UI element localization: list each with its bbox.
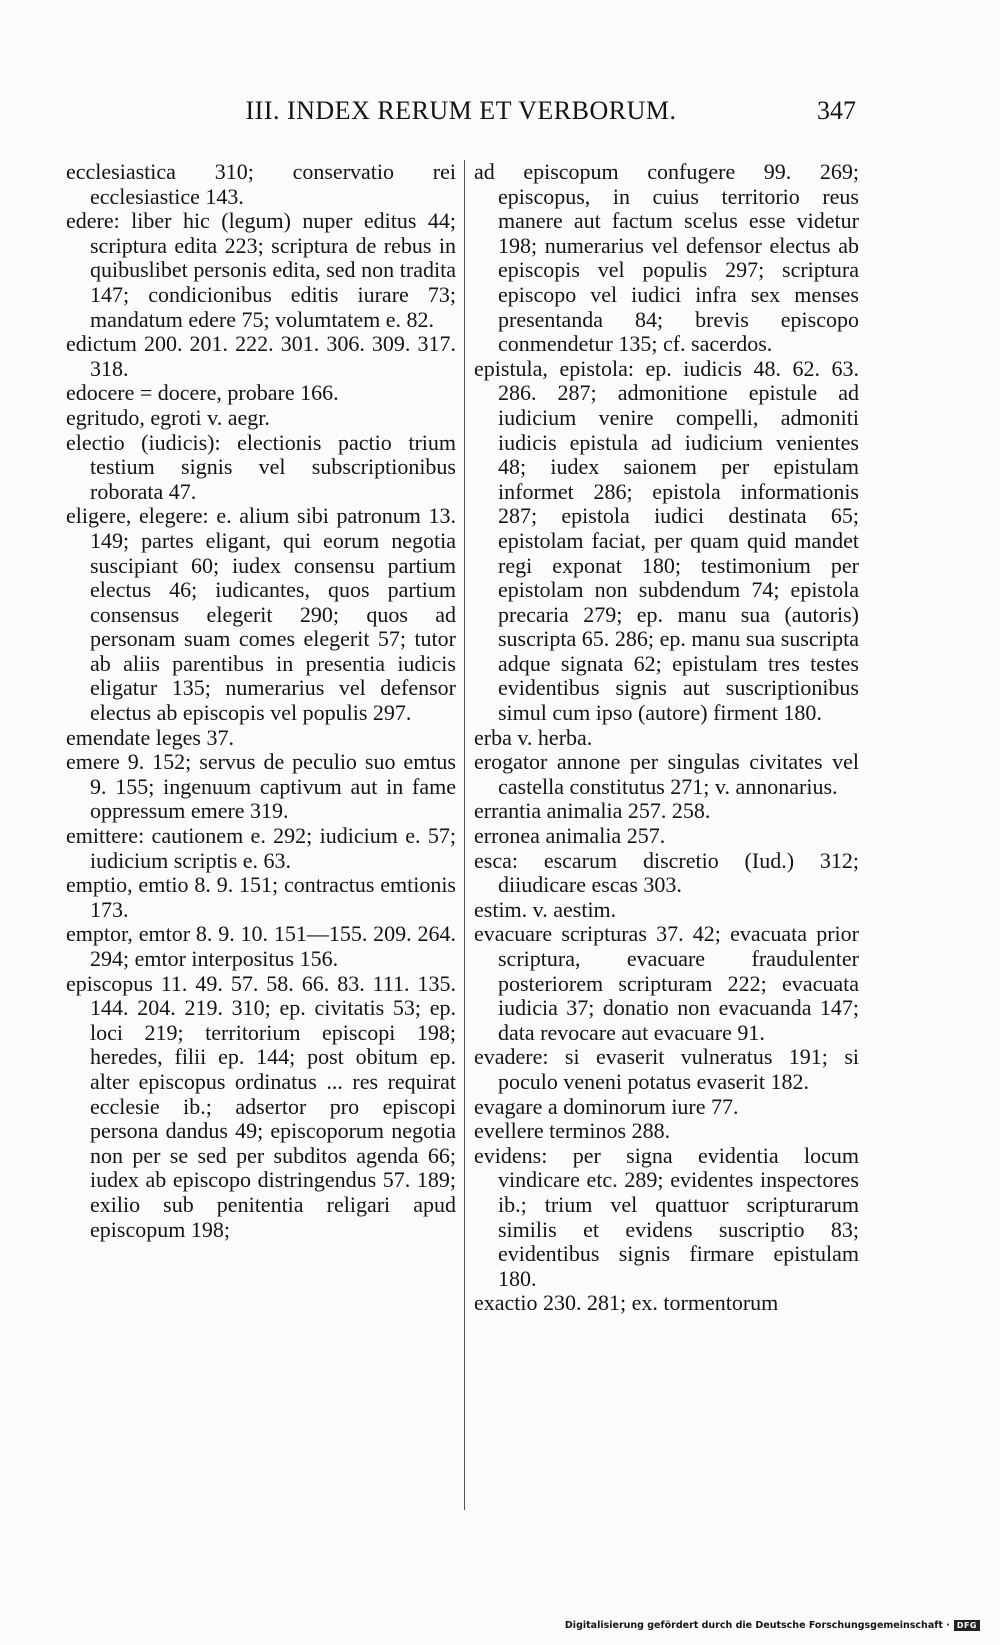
- index-entry: electio (iudicis): electionis pactio trium testium signis vel subscriptionibus roborata 47.: [66, 429, 456, 504]
- index-entry: emendate leges 37.: [66, 724, 234, 750]
- index-entry: errantia animalia 257. 258.: [474, 798, 711, 824]
- index-entry: emittere: cautionem e. 292; iudicium e. 57; iudicium scriptis e. 63.: [66, 823, 456, 873]
- index-entry: estim. v. aestim.: [474, 896, 617, 922]
- index-entry: esca: escarum discretio (Iud.) 312; diiudicare escas 303.: [474, 847, 859, 898]
- index-entry: ecclesiastica 310; conservatio rei ecclesiastice 143.: [66, 159, 456, 209]
- index-entry: erronea animalia 257.: [474, 823, 666, 849]
- index-entry: eligere, elegere: e. alium sibi patronum 13. 149; partes eligant, qui eorum negotia suscipiant 60; iudex consensu partium electus 46; iudicantes, quos partium consensus elegerit 290; quos ad personam suam comes elegerit 57; tutor ab aliis parentibus in presentia iudicis eligatur 135; numerarius vel defensor electus ab episcopis vel populis 297.: [66, 503, 456, 726]
- index-entry: epistula, epistola: ep. iudicis 48. 62. 63. 286. 287; admonitione epistule ad iudicium venire compelli, admoniti iudicis epistula ad iudicium venientes 48; iudex saionem per epistulam informet 286; epistola informationis 287; epistola iudici destinata 65; epistolam faciat, per quam quid mandet regi exponat 180; testimonium per epistolam non subdendum 74; epistola precaria 279; ep. manu sua (autoris) suscripta 65. 286; ep. manu sua suscripta adque signata 62; epistulam tres testes evidentibus signis aut suscriptionibus simul cum ipso (autore) firment 180.: [474, 355, 859, 726]
- left-column: [66, 160, 456, 1242]
- index-entry: edere: liber hic (legum) nuper editus 44; scriptura edita 223; scriptura de rebus in quibuslibet personis edita, sed non tradita 147; condicionibus editis iurare 73; mandatum edere 75; volumtatem e. 82.: [66, 208, 456, 332]
- index-entry: egritudo, egroti v. aegr.: [66, 404, 270, 430]
- column-divider: [464, 160, 465, 1510]
- index-entry: evagare a dominorum iure 77.: [474, 1093, 739, 1119]
- index-entry: erba v. herba.: [474, 724, 593, 750]
- dfg-logo-icon: DFG: [954, 1620, 980, 1631]
- right-column: [474, 160, 859, 1316]
- index-entry: edocere = docere, probare 166.: [66, 380, 339, 406]
- index-entry: evellere terminos 288.: [474, 1118, 671, 1144]
- index-entry: emere 9. 152; servus de peculio suo emtus 9. 155; ingenuum captivum aut in fame oppressum emere 319.: [66, 749, 456, 824]
- digitization-footer: [565, 1620, 980, 1631]
- index-entry: evacuare scripturas 37. 42; evacuata prior scriptura, evacuare fraudulenter posteriorem scripturam 222; evacuata iudicia 37; donatio non evacuanda 147; data revocare aut evacuare 91.: [474, 921, 859, 1045]
- page-title: III. INDEX RERUM ET VERBORUM.: [245, 96, 677, 125]
- index-entry: emptio, emtio 8. 9. 151; contractus emtionis 173.: [66, 872, 456, 922]
- page-number: 347: [817, 96, 856, 125]
- index-entry: exactio 230. 281; ex. tormentorum: [474, 1290, 779, 1316]
- index-entry: episcopus 11. 49. 57. 58. 66. 83. 111. 135. 144. 204. 219. 310; ep. civitatis 53; ep. loci 219; territorium episcopi 198; heredes, filii ep. 144; post obitum ep. alter episcopus ordinatus ... res requirat ecclesie ib.; adsertor pro episcopi persona dandus 49; episcoporum negotia non per se sed per subditos agenda 66; iudex ab episcopo distringendus 57. 189; exilio sub penitentia religari apud episcopum 198;: [66, 970, 456, 1242]
- index-entry: edictum 200. 201. 222. 301. 306. 309. 317. 318.: [66, 331, 456, 381]
- index-entry: ad episcopum confugere 99. 269; episcopus, in cuius territorio reus manere aut factum scelus esse videtur 198; numerarius vel defensor electus ab episcopis vel populis 297; scriptura episcopo vel iudici infra sex menses presentanda 84; brevis episcopo conmendetur 135; cf. sacerdos.: [474, 159, 859, 357]
- index-entry: evidens: per signa evidentia locum vindicare etc. 289; evidentes inspectores ib.; trium vel quattuor scripturarum similis et evidens suscriptio 83; evidentibus signis firmare epistulam 180.: [474, 1142, 859, 1291]
- footer-text: Digitalisierung gefördert durch die Deutsche Forschungsgemeinschaft ·: [564, 1620, 950, 1631]
- index-entry: erogator annone per singulas civitates vel castella constitutus 271; v. annonarius.: [474, 749, 859, 799]
- index-entry: emptor, emtor 8. 9. 10. 151—155. 209. 264. 294; emtor interpositus 156.: [66, 921, 456, 971]
- running-header: [66, 96, 856, 126]
- index-entry: evadere: si evaserit vulneratus 191; si poculo veneni potatus evaserit 182.: [474, 1044, 859, 1094]
